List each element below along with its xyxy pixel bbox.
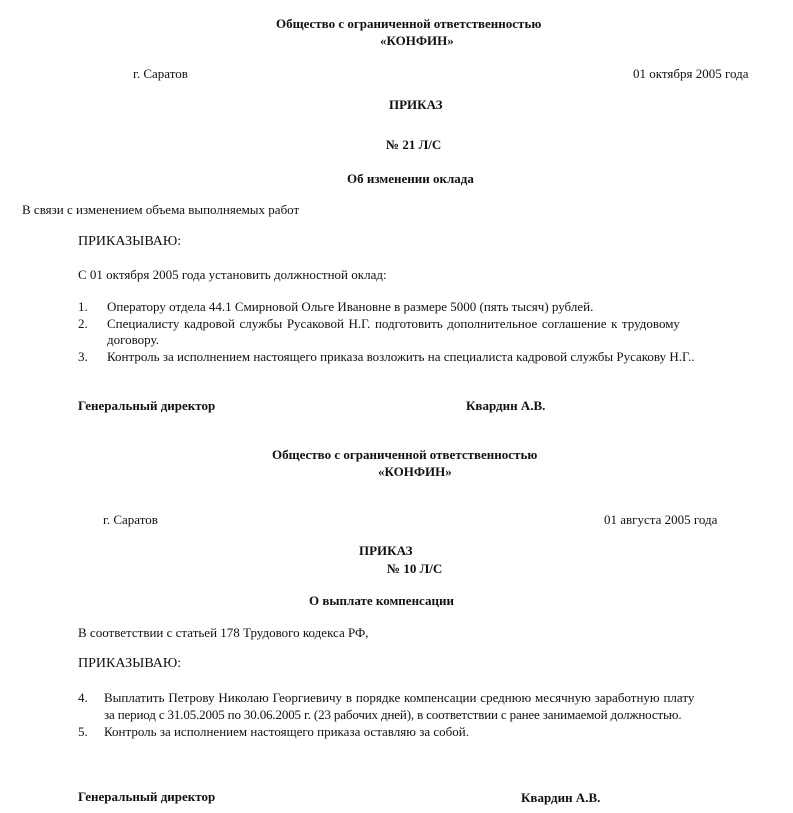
item-number: 2. <box>78 316 88 331</box>
org-name-line2: «КОНФИН» <box>378 464 452 479</box>
item-text: Контроль за исполнением настоящего приказа возложить на специалиста кадровой службы Русакову Н.Г.. <box>107 349 695 364</box>
order-number: № 21 Л/С <box>386 137 442 152</box>
orders-word: ПРИКАЗЫВАЮ: <box>78 656 182 671</box>
order-date: 01 октября 2005 года <box>633 66 749 81</box>
org-name-line2: «КОНФИН» <box>380 33 454 48</box>
org-name-line1: Общество с ограниченной ответственностью <box>272 447 538 462</box>
signer-title: Генеральный директор <box>78 789 216 804</box>
order-title: ПРИКАЗ <box>389 97 443 112</box>
order-title: ПРИКАЗ <box>359 543 413 558</box>
order-preamble: В связи с изменением объема выполняемых работ <box>22 202 300 217</box>
signer-name: Квардин А.В. <box>466 398 546 413</box>
city: г. Саратов <box>103 512 158 527</box>
signer-title: Генеральный директор <box>78 398 216 413</box>
orders-word: ПРИКАЗЫВАЮ: <box>78 234 182 249</box>
item-text-continued: за период с 31.05.2005 по 30.06.2005 г. (23 рабочих дней), в соответствии с ранее занимаемой должностью. <box>104 707 682 722</box>
item-text: Оператору отдела 44.1 Смирновой Ольге Ивановне в размере 5000 (пять тысяч) рублей. <box>107 299 594 314</box>
item-text: Специалисту кадровой службы Русаковой Н.Г. подготовить дополнительное соглашение к трудовому <box>107 316 680 331</box>
item-number: 4. <box>78 690 88 705</box>
order-subject: Об изменении оклада <box>347 171 474 186</box>
item-text: Выплатить Петрову Николаю Георгиевичу в порядке компенсации среднюю месячную заработную плату <box>104 690 695 705</box>
order-intro: С 01 октября 2005 года установить должностной оклад: <box>78 267 387 282</box>
signer-name: Квардин А.В. <box>521 790 601 805</box>
org-name-line1: Общество с ограниченной ответственностью <box>276 16 542 31</box>
order-date: 01 августа 2005 года <box>604 512 718 527</box>
item-number: 5. <box>78 724 88 739</box>
item-number: 1. <box>78 299 88 314</box>
item-text-continued: договору. <box>107 332 159 347</box>
item-text: Контроль за исполнением настоящего приказа оставляю за собой. <box>104 724 469 739</box>
order-number: № 10 Л/С <box>387 561 443 576</box>
city: г. Саратов <box>133 66 188 81</box>
item-number: 3. <box>78 349 88 364</box>
order-subject: О выплате компенсации <box>309 593 454 608</box>
order-preamble: В соответствии с статьей 178 Трудового кодекса РФ, <box>78 625 369 640</box>
